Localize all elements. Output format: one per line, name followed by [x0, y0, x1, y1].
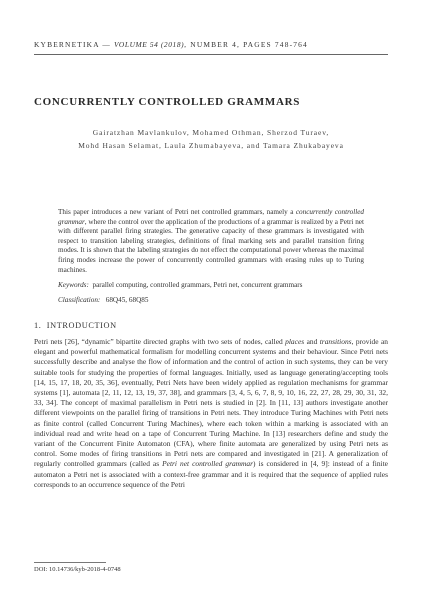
- intro-text-2: and: [304, 337, 320, 346]
- abstract-text-start: This paper introduces a new variant of Petri net controlled grammars, namely a: [58, 208, 296, 216]
- author-line-1: Gairatzhan Mavlankulov, Mohamed Othman, Sherzod Turaev,: [92, 128, 330, 137]
- author-line-2: Mohd Hasan Selamat, Laula Zhumabayeva, and Tamara Zhukabayeva: [78, 141, 344, 150]
- author-list: [34, 126, 388, 152]
- paper-title: CONCURRENTLY CONTROLLED GRAMMARS: [34, 96, 301, 108]
- keywords: [58, 281, 364, 289]
- intro-text-4: ) is considered in [4, 9]: instead of a finite automaton a Petri net is associated with a context-free grammar and it is required that the sequence of applied rules corresponds to an occurrence sequence of the Petri: [34, 459, 388, 489]
- intro-text-1: Petri nets [26], “dynamic” bipartite directed graphs with two sets of nodes, called: [34, 337, 286, 346]
- doi-footnote: DOI: 10.14736/kyb-2018-4-0748: [34, 566, 121, 573]
- journal-number-pages: NUMBER 4, PAGES 748-764: [190, 40, 308, 49]
- journal-name: KYBERNETIKA: [34, 40, 100, 49]
- section-number: 1.: [34, 321, 42, 330]
- intro-term-transitions: transitions: [319, 337, 352, 346]
- journal-volume: VOLUME 54 (2018): [114, 40, 185, 49]
- section-heading: [34, 321, 117, 330]
- intro-term-petri-net-controlled-grammar: Petri net controlled grammar: [162, 459, 254, 469]
- header-rule: [34, 54, 388, 55]
- running-header: KYBERNETIKA — VOLUME 54 (2018), NUMBER 4, PAGES 748-764: [34, 40, 308, 49]
- classification: [58, 296, 364, 304]
- keywords-label: Keywords:: [58, 281, 89, 289]
- intro-text-3: , provide an elegant and powerful mathematical formalism for modelling concurrent systems and their behaviour. Since Petri nets successfully describe and analyse the flow of information and the control of action in such systems, they can be very suitable tools for studying the properties of formal languages. Initially, used as language generating/accepting tools [14, 15, 17, 18, 20, 35, 36], eventually, Petri Nets have been widely applied as regulation mechanisms for grammar systems [1], automata [2, 11, 12, 13, 19, 37, 38], and grammars [3, 4, 5, 6, 7, 8, 9, 10, 16, 22, 27, 28, 29, 30, 31, 32, 33, 34]. The concept of maximal parallelism in Petri nets is studied in [2]. In [11, 13] authors investigate another different viewpoints on the parallel firing of transitions in Petri nets. They introduce Turing Machines with Petri nets as finite control (called Concurrent Turing Machines), where each token within a marking is associated with an individual read and write head on a tape of Concurrent Turing Machine. In [13] researchers define and study the variant of the Concurrent Finite Automaton (CFA), where finite automata are generalized by using Petri nets as control. Some modes of firing transitions in Petri nets are compared and investigated in [21]. A generalization of regularly controlled grammars (called as: [34, 337, 388, 469]
- footnote-rule: [34, 562, 106, 563]
- abstract: [58, 208, 364, 275]
- keywords-value: parallel computing, controlled grammars, Petri net, concurrent grammars: [92, 281, 303, 289]
- section-title: INTRODUCTION: [46, 321, 117, 330]
- intro-term-places: places: [285, 337, 305, 346]
- introduction-text: [34, 337, 388, 490]
- classification-label: Classification:: [58, 296, 101, 304]
- abstract-emphasis: concurrently controlled grammar: [58, 208, 364, 226]
- abstract-text-end: , where the control over the application of the productions of a grammar is realized by a Petri net with different parallel firing strategies. The generative capacity of these grammars is investigated with respect to transition labeling strategies, definitions of final marking sets and parallel transition firing modes. It is shown that the labeling strategies do not effect the computational power whereas the maximal firing modes increase the power of concurrently controlled grammars with erasing rules up to Turing machines.: [58, 217, 364, 274]
- classification-value: 68Q45, 68Q85: [105, 296, 149, 304]
